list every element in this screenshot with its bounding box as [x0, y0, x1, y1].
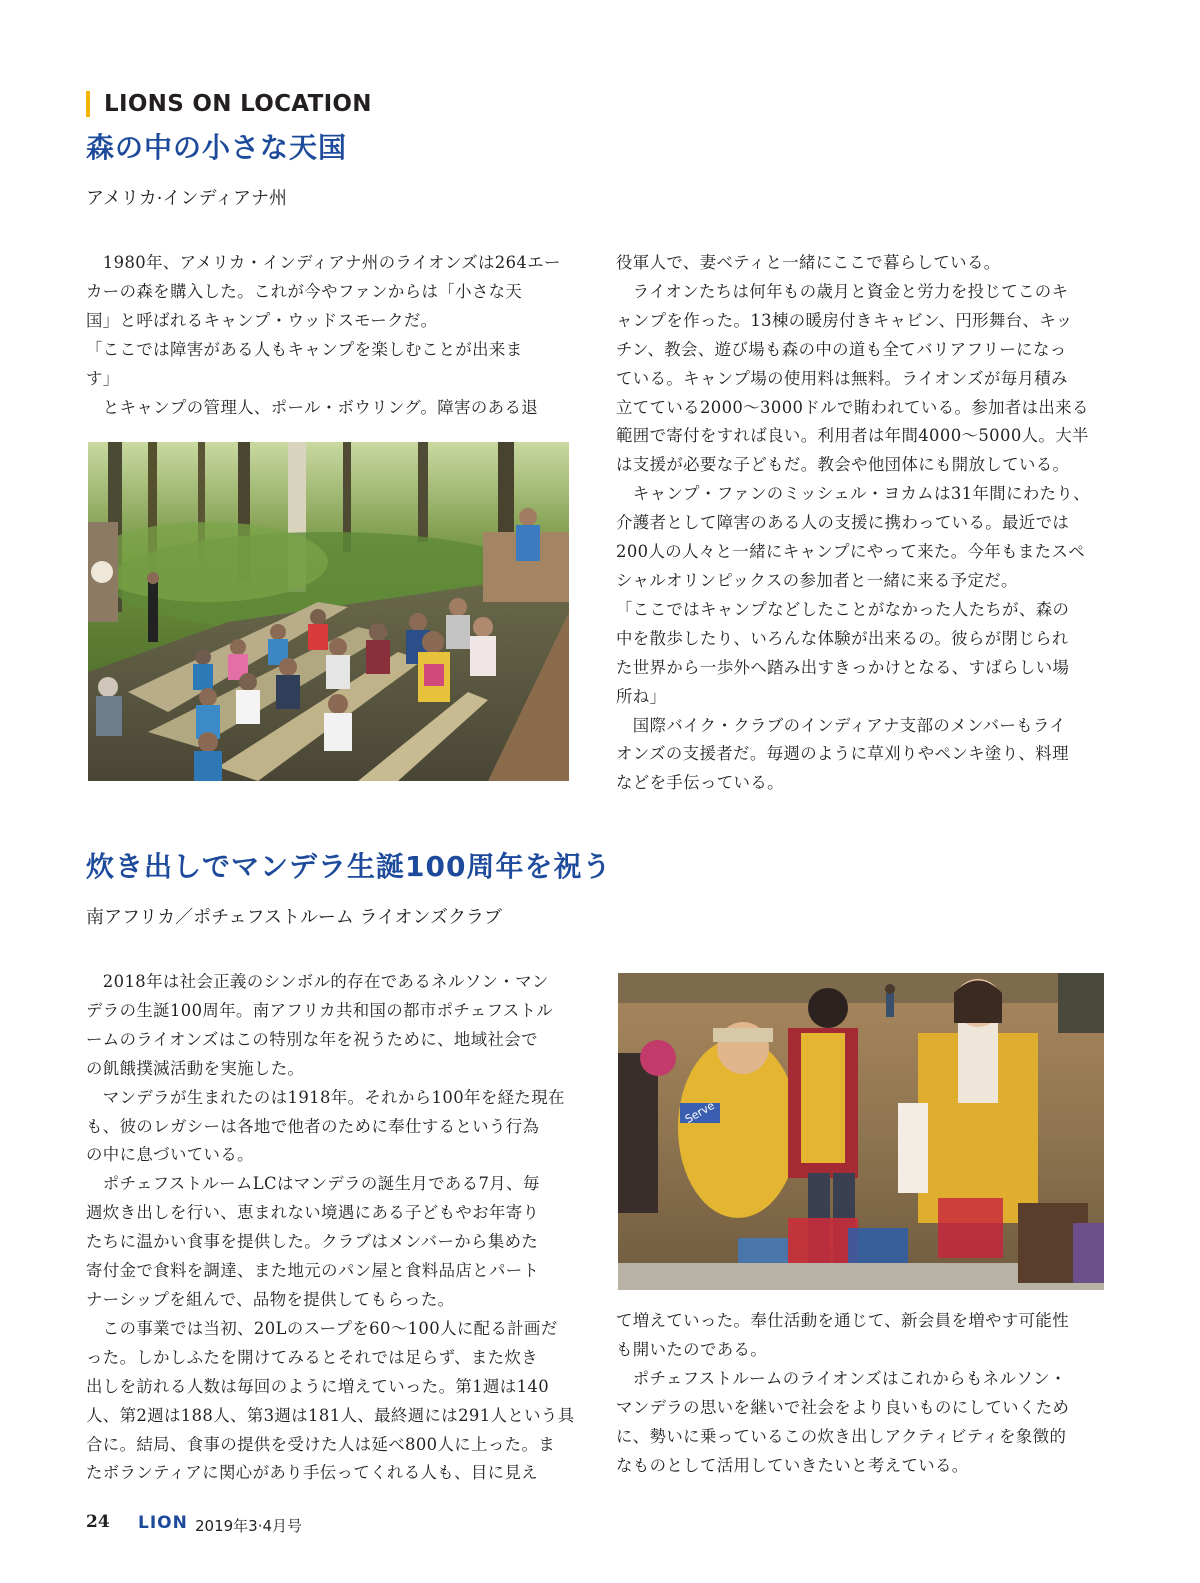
- page-number: 24: [86, 1512, 110, 1532]
- soup-kitchen-photo: [618, 973, 1104, 1290]
- body-line: の飢餓撲滅活動を実施した。: [86, 1058, 305, 1078]
- body-line: チン、教会、遊び場も森の中の道も全てバリアフリーになっ: [616, 339, 1067, 359]
- body-line: 「ここではキャンプなどしたことがなかった人たちが、森の: [616, 599, 1070, 619]
- body-line: ポチェフストルームLCはマンデラの誕生月である7月、毎: [86, 1174, 540, 1194]
- body-line: 国際バイク・クラブのインディアナ支部のメンバーもライ: [616, 715, 1067, 735]
- body-line: て増えていった。奉仕活動を通じて、新会員を増やす可能性: [616, 1311, 1070, 1330]
- body-line: ライオンたちは何年もの歳月と資金と労力を投じてこのキ: [616, 281, 1069, 301]
- body-line: 中を散歩したり、いろんな体験が出来るの。彼らが閉じられ: [616, 628, 1069, 648]
- body-line: ャンプを作った。13棟の暖房付きキャビン、円形舞台、キッ: [616, 310, 1073, 330]
- article2-left-column: [86, 968, 575, 1488]
- body-line: 立てている2000～3000ドルで賄われている。参加者は出来る: [616, 397, 1089, 417]
- body-line: キャンプ・ファンのミッシェル・ヨカムは31年間にわたり、: [616, 484, 1091, 504]
- body-line: マンデラの思いを継いで社会をより良いものにしていくため: [616, 1397, 1070, 1417]
- body-line: に、勢いに乗っているこの炊き出しアクティビティを象徴的: [616, 1426, 1067, 1446]
- article1-title: 森の中の小さな天国: [86, 131, 348, 164]
- body-line: 2018年は社会正義のシンボル的存在であるネルソン・マン: [86, 972, 549, 991]
- article2-right-column: [616, 1307, 1101, 1480]
- body-line: たちに温かい食事を提供した。クラブはメンバーから集めた: [86, 1232, 539, 1252]
- magazine-brand: LION: [138, 1513, 188, 1533]
- body-line: 合に。結局、食事の提供を受けた人は延べ800人に上った。ま: [86, 1434, 556, 1454]
- soup-kitchen-illustration: [618, 973, 1104, 1290]
- body-line: も、彼のレガシーは各地で他者のために奉仕するという行為: [86, 1116, 540, 1136]
- body-line: オンズの支援者だ。毎週のように草刈りやペンキ塗り、料理: [616, 744, 1069, 764]
- body-line: ナーシップを組んで、品物を提供してもらった。: [86, 1289, 455, 1309]
- body-line: った。しかしふたを開けてみるとそれでは足らず、また炊き: [86, 1347, 539, 1367]
- body-line: カーの森を購入した。これが今やファンからは「小さな天: [86, 281, 523, 301]
- camp-amphitheater-illustration: [88, 442, 569, 781]
- article2-location: 南アフリカ／ポチェフストルーム ライオンズクラブ: [86, 907, 502, 928]
- body-line: の中に息づいている。: [86, 1145, 254, 1165]
- section-label-text: LIONS ON LOCATION: [104, 91, 372, 117]
- body-line: などを手伝っている。: [616, 773, 784, 793]
- body-line: とキャンプの管理人、ポール・ボウリング。障害のある退: [86, 397, 539, 417]
- body-line: シャルオリンピックスの参加者と一緒に来る予定だ。: [616, 570, 1018, 590]
- body-line: 寄付金で食料を調達、また地元のパン屋と食料品店とパート: [86, 1261, 540, 1281]
- body-line: 週炊き出しを行い、恵まれない境遇にある子どもやお年寄り: [86, 1203, 540, 1223]
- body-line: 「ここでは障害がある人もキャンプを楽しむことが出来ま: [86, 339, 523, 359]
- article1-right-column: [616, 249, 1101, 798]
- article2-title: 炊き出しでマンデラ生誕100周年を祝う: [86, 850, 612, 883]
- article1-location: アメリカ·インディアナ州: [86, 188, 288, 209]
- body-line: も開いたのである。: [616, 1339, 768, 1359]
- body-line: 国」と呼ばれるキャンプ・ウッドスモークだ。: [86, 310, 438, 330]
- body-line: 所ね」: [616, 686, 667, 706]
- body-line: ポチェフストルームのライオンズはこれからもネルソン・: [616, 1368, 1067, 1388]
- body-line: 出しを訪れる人数は毎回のように増えていった。第1週は140: [86, 1376, 550, 1396]
- camp-amphitheater-photo: [88, 442, 569, 781]
- section-bracket: [86, 91, 90, 117]
- body-line: たボランティアに関心があり手伝ってくれる人も、目に見え: [86, 1463, 539, 1483]
- issue-date: 2019年3·4月号: [195, 1517, 303, 1535]
- body-line: 1980年、アメリカ・インディアナ州のライオンズは264エー: [86, 253, 561, 272]
- body-line: た世界から一歩外へ踏み出すきっかけとなる、すばらしい場: [616, 657, 1070, 677]
- body-line: この事業では当初、20Lのスープを60～100人に配る計画だ: [86, 1318, 558, 1338]
- body-line: 人、第2週は188人、第3週は181人、最終週には291人という具: [86, 1405, 575, 1425]
- body-line: 介護者として障害のある人の支援に携わっている。最近では: [616, 513, 1070, 533]
- body-line: 役軍人で、妻ベティと一緒にここで暮らしている。: [616, 253, 1001, 272]
- body-line: す」: [86, 368, 120, 388]
- vest-serve-text: Serve: [682, 1098, 717, 1127]
- body-line: なものとして活用していきたいと考えている。: [616, 1455, 969, 1475]
- body-line: デラの生誕100周年。南アフリカ共和国の都市ポチェフストル: [86, 1000, 554, 1020]
- body-line: 範囲で寄付をすれば良い。利用者は年間4000～5000人。大半: [616, 426, 1089, 446]
- section-label: [86, 88, 372, 120]
- body-line: マンデラが生まれたのは1918年。それから100年を経た現在: [86, 1087, 565, 1107]
- article1-left-column: [86, 249, 571, 422]
- body-line: 200人の人々と一緒にキャンプにやって来た。今年もまたスペ: [616, 542, 1086, 562]
- body-line: ている。キャンプ場の使用料は無料。ライオンズが毎月積み: [616, 368, 1068, 388]
- body-line: は支援が必要な子どもだ。教会や他団体にも開放している。: [616, 455, 1070, 475]
- body-line: ームのライオンズはこの特別な年を祝うために、地域社会で: [86, 1029, 538, 1049]
